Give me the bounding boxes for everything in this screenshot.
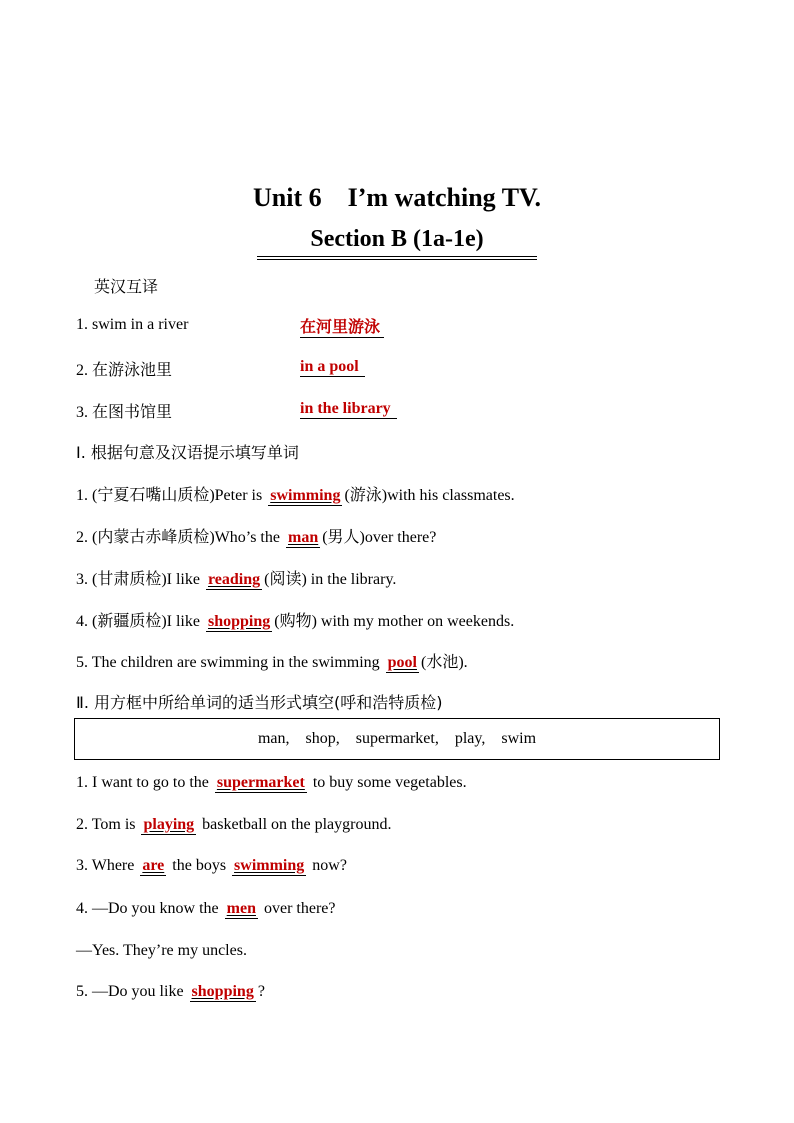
section-subtitle — [257, 226, 537, 253]
part2-heading: Ⅱ. 用方框中所给单词的适当形式填空(呼和浩特质检) — [76, 693, 443, 712]
vocab-item-prompt: 在图书馆里 — [92, 402, 173, 421]
question-text: (阅读) in the library. — [264, 571, 397, 588]
answer-blank: shopping — [207, 613, 271, 630]
part1-question-3 — [76, 566, 396, 590]
question-text: 3. Where — [76, 857, 139, 874]
question-text: 4. (新疆质检)I like — [76, 613, 204, 630]
answer-blank: men — [226, 900, 256, 917]
vocab-answer-3: in the library — [300, 400, 397, 419]
page-title: Unit 6 I’m watching TV. — [253, 183, 541, 212]
part2-question-1 — [76, 774, 467, 793]
vocab-item-prompt: swim in a river — [92, 316, 189, 333]
question-text: 1. (宁夏石嘴山质检)Peter is — [76, 487, 267, 504]
question-text: 2. (内蒙古赤峰质检)Who’s the — [76, 529, 284, 546]
vocab-item-num: 2. — [76, 362, 88, 379]
answer-blank: are — [142, 857, 165, 874]
part2-question-4-reply: —Yes. They’re my uncles. — [76, 942, 247, 959]
part2-question-4 — [76, 900, 336, 919]
part1-question-1 — [76, 482, 515, 506]
answer-blank: shopping — [191, 983, 254, 1000]
vocab-answer-2: in a pool — [300, 358, 365, 377]
question-text: 5. —Do you like — [76, 983, 188, 1000]
section-subtitle-text: Section B (1a-1e) — [310, 226, 484, 252]
vocab-item-num: 1. — [76, 316, 88, 333]
vocab-item-1 — [76, 316, 188, 334]
answer-blank: reading — [207, 571, 261, 588]
question-text: ? — [257, 983, 265, 1000]
part2-question-5 — [76, 983, 265, 1002]
question-text: (水池). — [421, 654, 468, 671]
question-text: 1. I want to go to the — [76, 774, 213, 791]
vocab-item-3 — [76, 399, 172, 422]
question-text: 2. Tom is — [76, 816, 140, 833]
double-underline-top — [257, 256, 537, 257]
part1-question-2 — [76, 524, 436, 548]
answer-blank: swimming — [234, 857, 305, 874]
question-text: 4. —Do you know the — [76, 900, 223, 917]
question-text: (游泳)with his classmates. — [344, 487, 515, 504]
question-text: 5. The children are swimming in the swimming — [76, 654, 384, 671]
question-text: over there? — [259, 900, 336, 917]
answer-blank: supermarket — [216, 774, 305, 791]
answer-blank: playing — [143, 816, 195, 833]
question-text: (男人)over there? — [322, 529, 437, 546]
part1-question-4 — [76, 608, 514, 632]
vocab-item-num: 3. — [76, 404, 88, 421]
answer-blank: pool — [387, 654, 417, 671]
question-text: 3. (甘肃质检)I like — [76, 571, 204, 588]
part2-question-2 — [76, 816, 391, 835]
double-underline-bottom — [257, 259, 537, 260]
question-text: the boys — [168, 857, 231, 874]
question-text: (购物) with my mother on weekends. — [274, 613, 515, 630]
question-text: to buy some vegetables. — [308, 774, 467, 791]
question-text: now? — [308, 857, 347, 874]
question-text: basketball on the playground. — [198, 816, 392, 833]
answer-blank: swimming — [270, 487, 341, 504]
vocab-item-prompt: 在游泳池里 — [92, 360, 173, 379]
part1-heading: Ⅰ. 根据句意及汉语提示填写单词 — [76, 443, 299, 462]
vocab-answer-1: 在河里游泳 — [300, 314, 384, 338]
part1-question-5 — [76, 649, 468, 673]
word-box: man, shop, supermarket, play, swim — [74, 718, 720, 760]
answer-blank: man — [287, 529, 319, 546]
vocab-heading: 英汉互译 — [94, 277, 159, 296]
vocab-item-2 — [76, 357, 172, 380]
part2-question-3 — [76, 857, 347, 876]
